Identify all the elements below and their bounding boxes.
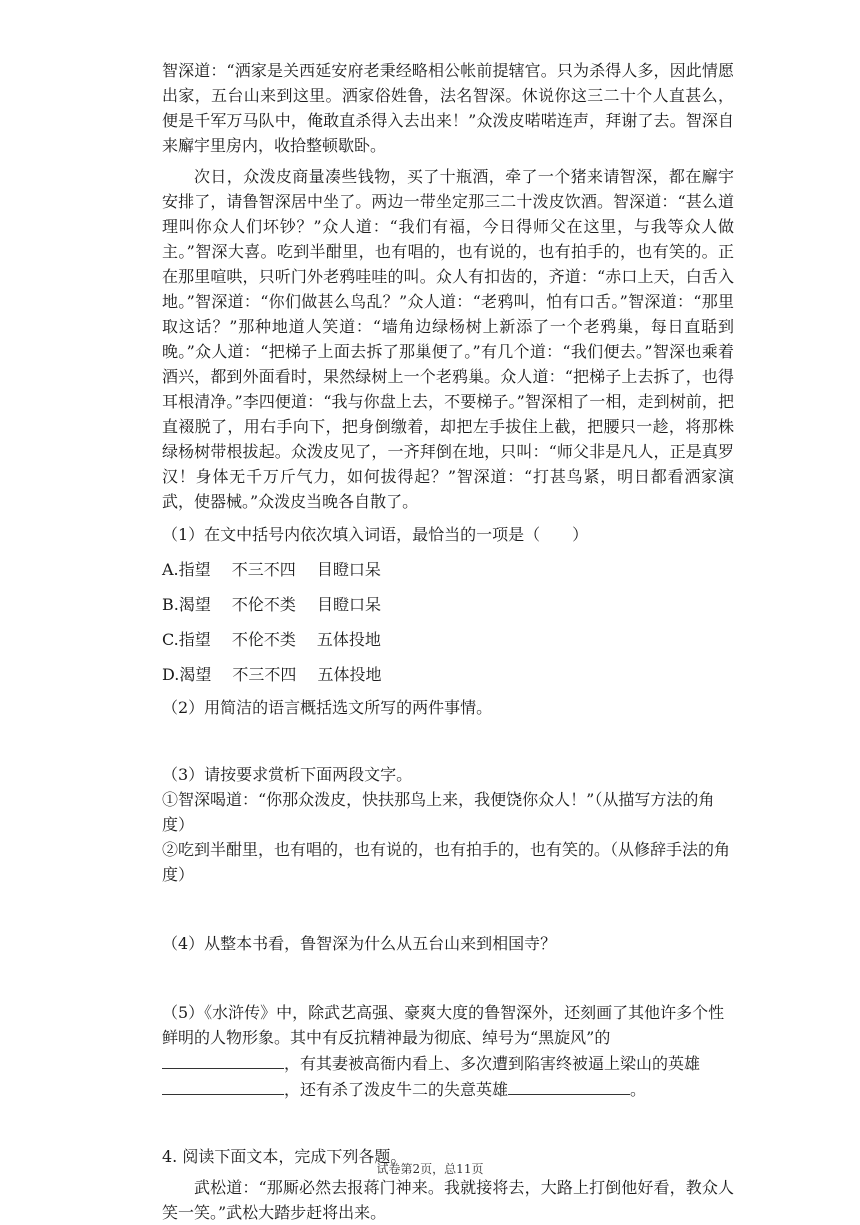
option-c: C.指望 不伦不类 五体投地	[162, 630, 381, 649]
answer-blank-3[interactable]	[508, 1076, 630, 1095]
question-5	[162, 1000, 734, 1102]
question-3-item-1: ①智深喝道：“你那众泼皮，快扶那鸟上来，我便饶你众人！”（从描写方法的角度）	[162, 790, 715, 834]
question-5-text-4: 。	[630, 1080, 647, 1099]
question-5-text-1: （5）《水浒传》中，除武艺高强、豪爽大度的鲁智深外，还刻画了其他许多个性鲜明的人物形象。其中有反抗精神最为彻底、绰号为“黑旋风”的	[162, 1003, 725, 1047]
question-1: （1）在文中括号内依次填入词语，最恰当的一项是（ ）	[162, 525, 589, 544]
question-3-item-2: ②吃到半酣里，也有唱的，也有说的，也有拍手的，也有笑的。（从修辞手法的角度）	[162, 840, 731, 884]
option-d: D.渴望 不三不四 五体投地	[162, 665, 382, 684]
answer-blank-2[interactable]	[162, 1076, 284, 1095]
question-4: （4）从整本书看，鲁智深为什么从五台山来到相国寺？	[162, 934, 557, 953]
page-footer: 试卷第2页，总11页	[376, 1162, 484, 1176]
question-2: （2）用简洁的语言概括选文所写的两件事情。	[162, 698, 493, 717]
question-3: （3）请按要求赏析下面两段文字。	[162, 765, 413, 784]
option-a: A.指望 不三不四 目瞪口呆	[162, 560, 381, 579]
option-b: B.渴望 不伦不类 目瞪口呆	[162, 595, 382, 614]
question-5-text-2: ，有其妻被高衙内看上、多次遭到陷害终被逼上梁山的英雄	[284, 1054, 701, 1073]
answer-blank-1[interactable]	[162, 1050, 284, 1069]
passage-paragraph-2: 次日，众泼皮商量凑些钱物，买了十瓶酒，牵了一个猪来请智深，都在廨宇安排了，请鲁智深居中坐了。两边一带坐定那三二十泼皮饮酒。智深道：“甚么道理叫你众人们坏钞？”众人道：“我们有福，今日得师父在这里，与我等众人做主。”智深大喜。吃到半酣里，也有唱的，也有说的，也有拍手的，也有笑的。正在那里喧哄，只听门外老鸦哇哇的叫。众人有扣齿的，齐道：“赤口上天，白舌入地。”智深道：“你们做甚么鸟乱？”众人道：“老鸦叫，怕有口舌。”智深道：“那里取这话？”那种地道人笑道：“墙角边绿杨树上新添了一个老鸦巢，每日直聒到晚。”众人道：“把梯子上面去拆了那巢便了。”有几个道：“我们便去。”智深也乘着酒兴，都到外面看时，果然绿树上一个老鸦巢。众人道：“把梯子上去拆了，也得耳根清净。”李四便道：“我与你盘上去，不要梯子。”智深相了一相，走到树前，把直裰脱了，用右手向下，把身倒缴着，却把左手拔住上截，把腰只一趁，将那株绿杨树带根拔起。众泼皮见了，一齐拜倒在地，只叫：“师父非是凡人，正是真罗汉！身体无千万斤气力，如何拔得起？”智深道：“打甚鸟紧，明日都看洒家演武，使器械。”众泼皮当晚各自散了。	[162, 167, 734, 511]
section-4-heading: 4. 阅读下面文本，完成下列各题。	[162, 1147, 407, 1166]
section-4-paragraph-1: 武松道：“那厮必然去报蒋门神来。我就接将去，大路上打倒他好看，教众人笑一笑。”武松大踏步赶将出来。	[162, 1178, 734, 1222]
question-5-text-3: ，还有杀了泼皮牛二的失意英雄	[284, 1080, 509, 1099]
passage-paragraph-1: 智深道：“洒家是关西延安府老秉经略相公帐前提辖官。只为杀得人多，因此情愿出家，五台山来到这里。洒家俗姓鲁，法名智深。休说你这三二十个人直甚么，便是千军万马队中，俺敢直杀得入去出来！”众泼皮喏喏连声，拜谢了去。智深自来廨宇里房内，收拾整顿歇卧。	[162, 61, 734, 155]
document-body	[162, 58, 734, 1225]
